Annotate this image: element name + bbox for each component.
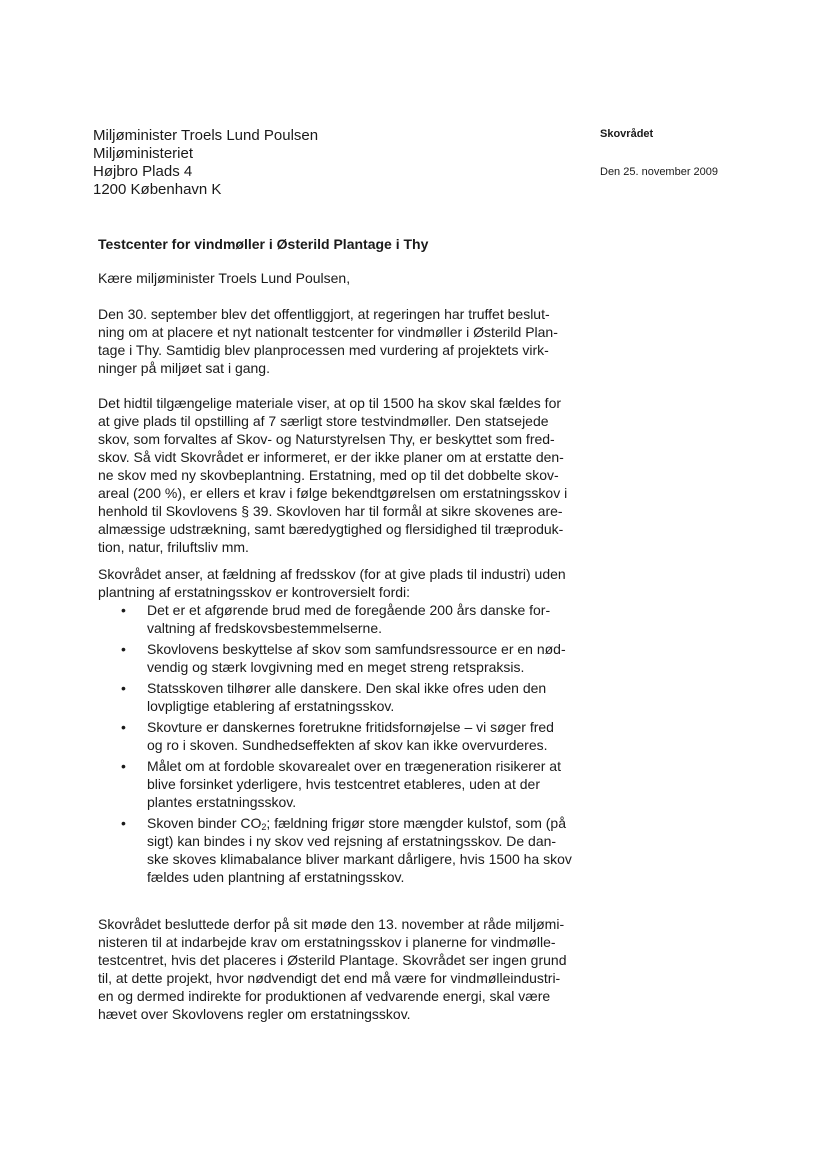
- paragraph-line: Skovrådet anser, at fældning af fredsskov (for at give plads til industri) uden: [98, 566, 566, 582]
- paragraph-line: tage i Thy. Samtidig blev planprocessen med vurdering af projektets virk-: [98, 342, 549, 358]
- list-item: [98, 601, 572, 637]
- paragraph-line: plantning af erstatningsskov er kontroversielt fordi:: [98, 584, 411, 600]
- paragraph-line: hævet over Skovlovens regler om erstatningsskov.: [98, 1006, 411, 1022]
- letter-date: Den 25. november 2009: [600, 166, 719, 178]
- paragraph-line: til, at dette projekt, hvor nødvendigt det end må være for vindmølleindustri-: [98, 970, 561, 986]
- paragraph-3: [98, 565, 566, 601]
- paragraph-1: [98, 305, 558, 377]
- paragraph-line: skov. Så vidt Skovrådet er informeret, er der ikke planer om at erstatte den-: [98, 449, 564, 465]
- bullet-icon: •: [121, 758, 126, 774]
- letter-subject: Testcenter for vindmøller i Østerild Plantage i Thy: [98, 236, 429, 252]
- co2-text-after: ; fældning frigør store mængder kulstof, som (på: [266, 815, 566, 831]
- list-item-line: vendig og stærk lovgivning med en meget streng retspraksis.: [147, 659, 525, 675]
- list-item-line: Skovture er danskernes foretrukne fritidsfornøjelse – vi søger fred: [147, 719, 554, 735]
- paragraph-line: ninger på miljøet sat i gang.: [98, 360, 270, 376]
- paragraph-line: ne skov med ny skovbeplantning. Erstatning, med op til det dobbelte skov-: [98, 467, 559, 483]
- list-item: [98, 757, 572, 811]
- list-item: [98, 640, 572, 676]
- recipient-ministry: Miljøministeriet: [93, 145, 194, 162]
- paragraph-line: nisteren til at indarbejde krav om erstatningsskov i planerne for vindmølle-: [98, 934, 556, 950]
- paragraph-line: almæssige udstrækning, samt bæredygtighed og flersidighed til træproduk-: [98, 521, 564, 537]
- paragraph-line: Skovrådet besluttede derfor på sit møde den 13. november at råde miljømi-: [98, 916, 565, 932]
- list-item-line: og ro i skoven. Sundhedseffekten af skov kan ikke overvurderes.: [147, 737, 548, 753]
- bullet-icon: •: [121, 815, 126, 831]
- list-item-line: [147, 814, 572, 832]
- list-item-line: fældes uden plantning af erstatningsskov.: [147, 869, 405, 885]
- paragraph-line: skov, som forvaltes af Skov- og Naturstyrelsen Thy, er beskyttet som fred-: [98, 431, 555, 447]
- paragraph-line: en og dermed indirekte for produktionen af vedvarende energi, skal være: [98, 988, 551, 1004]
- bullet-icon: •: [121, 719, 126, 735]
- co2-subscript: 2: [261, 822, 267, 832]
- paragraph-line: ning om at placere et nyt nationalt testcenter for vindmøller i Østerild Plan-: [98, 324, 558, 340]
- paragraph-2: [98, 394, 567, 556]
- list-item-line: Statsskoven tilhører alle danskere. Den skal ikke ofres uden den: [147, 680, 547, 696]
- letter-greeting: Kære miljøminister Troels Lund Poulsen,: [98, 270, 351, 286]
- sender-name: Skovrådet: [600, 128, 654, 140]
- recipient-street: Højbro Plads 4: [93, 163, 193, 180]
- list-item-line: lovpligtige etablering af erstatningsskov.: [147, 698, 395, 714]
- reasons-list: [98, 601, 572, 889]
- list-item-line: ske skoves klimabalance bliver markant dårligere, hvis 1500 ha skov: [147, 851, 572, 867]
- paragraph-line: Den 30. september blev det offentliggjort, at regeringen har truffet beslut-: [98, 306, 550, 322]
- list-item-line: blive forsinket yderligere, hvis testcentret etableres, uden at der: [147, 776, 540, 792]
- recipient-address: [93, 127, 318, 199]
- list-item-line: plantes erstatningsskov.: [147, 794, 297, 810]
- bullet-icon: •: [121, 680, 126, 696]
- paragraph-line: Det hidtil tilgængelige materiale viser, at op til 1500 ha skov skal fældes for: [98, 395, 562, 411]
- list-item: [98, 718, 572, 754]
- co2-text: Skoven binder CO: [147, 815, 262, 831]
- list-item-line: Det er et afgørende brud med de foregående 200 års danske for-: [147, 602, 551, 618]
- paragraph-line: tion, natur, friluftsliv mm.: [98, 539, 249, 555]
- paragraph-line: testcentret, hvis det placeres i Østerild Plantage. Skovrådet ser ingen grund: [98, 952, 567, 968]
- list-item-line: valtning af fredskovsbestemmelserne.: [147, 620, 382, 636]
- list-item-line: Skovlovens beskyttelse af skov som samfundsressource er en nød-: [147, 641, 566, 657]
- list-item: [98, 814, 572, 886]
- paragraph-line: henhold til Skovlovens § 39. Skovloven har til formål at sikre skovenes are-: [98, 503, 563, 519]
- paragraph-line: areal (200 %), er ellers et krav i følge bekendtgørelsen om erstatningsskov i: [98, 485, 568, 501]
- list-item-line: Målet om at fordoble skovarealet over en trægeneration risikerer at: [147, 758, 561, 774]
- paragraph-4: [98, 915, 566, 1023]
- list-item: [98, 679, 572, 715]
- bullet-icon: •: [121, 641, 126, 657]
- paragraph-line: at give plads til opstilling af 7 særligt store testvindmøller. Den statsejede: [98, 413, 549, 429]
- list-item-line: sigt) kan bindes i ny skov ved rejsning af erstatningsskov. De dan-: [147, 833, 557, 849]
- bullet-icon: •: [121, 602, 126, 618]
- recipient-name: Miljøminister Troels Lund Poulsen: [93, 127, 319, 144]
- recipient-city: 1200 København K: [93, 181, 222, 198]
